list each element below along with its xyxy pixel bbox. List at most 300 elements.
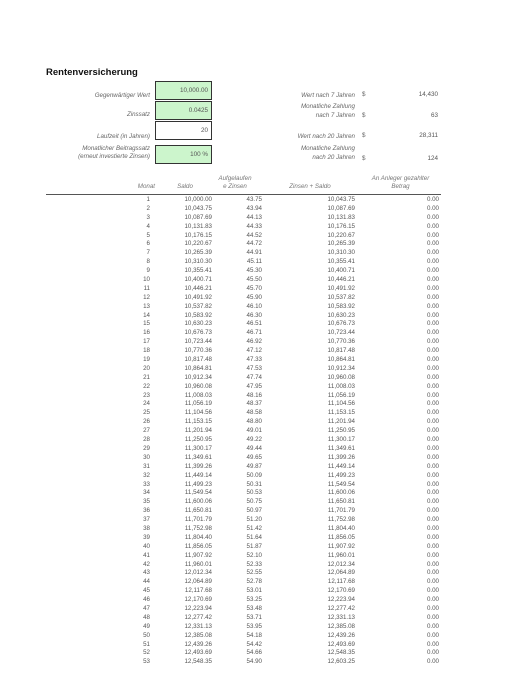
zinsen-saldo-cell: 11,600.06 [327, 489, 355, 497]
zinsen-cell: 51.87 [246, 542, 262, 550]
table-row [0, 223, 520, 232]
zinsen-cell: 54.18 [246, 631, 262, 639]
saldo-cell: 10,583.92 [184, 311, 212, 319]
table-row [0, 427, 520, 436]
monat-cell: 32 [143, 471, 150, 479]
saldo-cell: 10,087.69 [184, 213, 212, 221]
monat-cell: 31 [143, 462, 150, 470]
saldo-cell: 11,752.98 [184, 524, 212, 532]
zinsen-saldo-cell: 10,676.73 [327, 320, 355, 328]
zinsen-saldo-cell: 10,265.39 [327, 240, 355, 248]
currency-symbol: $ [362, 132, 366, 139]
zinsen-cell: 45.11 [246, 258, 262, 266]
monat-cell: 25 [143, 409, 150, 417]
zinsen-saldo-cell: 10,723.44 [327, 329, 355, 337]
table-row [0, 312, 520, 321]
table-row [0, 534, 520, 543]
table-row [0, 552, 520, 561]
anleger-cell: 0.00 [426, 542, 439, 550]
monat-cell: 23 [143, 391, 150, 399]
table-row [0, 320, 520, 329]
table-row [0, 658, 520, 667]
zinsen-cell: 54.42 [246, 640, 262, 648]
monat-cell: 39 [143, 533, 150, 541]
zinsen-saldo-cell: 11,349.61 [327, 444, 355, 452]
anleger-cell: 0.00 [426, 471, 439, 479]
header-monat: Monat [137, 183, 155, 190]
anleger-cell: 0.00 [426, 329, 439, 337]
anleger-cell: 0.00 [426, 356, 439, 364]
saldo-cell: 10,176.15 [184, 231, 212, 239]
saldo-cell: 11,056.19 [184, 400, 212, 408]
table-row [0, 409, 520, 418]
saldo-cell: 10,446.21 [184, 284, 212, 292]
table-row [0, 267, 520, 276]
table-row [0, 605, 520, 614]
wert7-value: 14,430 [418, 91, 438, 98]
saldo-cell: 12,277.42 [184, 613, 212, 621]
zinsen-saldo-cell: 10,583.92 [327, 302, 355, 310]
table-row [0, 641, 520, 650]
table-row [0, 516, 520, 525]
monat-cell: 29 [143, 444, 150, 452]
zinsen-cell: 44.33 [246, 222, 262, 230]
saldo-cell: 10,960.08 [184, 382, 212, 390]
anleger-cell: 0.00 [426, 560, 439, 568]
beitragssatz-input[interactable]: 100 % [155, 145, 212, 164]
saldo-cell: 11,153.15 [184, 418, 212, 426]
zinsen-saldo-cell: 10,355.41 [327, 258, 355, 266]
zinsen-saldo-cell: 12,277.42 [327, 604, 355, 612]
monat-cell: 2 [146, 204, 150, 212]
monat-cell: 46 [143, 596, 150, 604]
table-row [0, 569, 520, 578]
zinsen-cell: 48.58 [246, 409, 262, 417]
anleger-cell: 0.00 [426, 302, 439, 310]
table-row [0, 649, 520, 658]
zinsen-saldo-cell: 11,804.40 [327, 524, 355, 532]
table-row [0, 525, 520, 534]
zinsen-cell: 48.16 [246, 391, 262, 399]
zinsen-cell: 50.97 [246, 507, 262, 515]
monat-cell: 44 [143, 578, 150, 586]
zinsen-saldo-cell: 12,493.69 [327, 640, 355, 648]
zinsen-saldo-cell: 11,399.26 [327, 453, 355, 461]
monat-cell: 43 [143, 569, 150, 577]
header-anleger-2: Betrag [391, 183, 410, 190]
saldo-cell: 12,170.69 [184, 596, 212, 604]
saldo-cell: 11,499.23 [184, 480, 212, 488]
zinsen-cell: 46.30 [246, 311, 262, 319]
zahlung20-value: 124 [427, 155, 438, 162]
anleger-cell: 0.00 [426, 604, 439, 612]
zinsen-saldo-cell: 12,548.35 [327, 649, 355, 657]
monat-cell: 13 [143, 302, 150, 310]
zinsen-cell: 44.52 [246, 231, 262, 239]
wert20-value: 28,311 [419, 132, 438, 139]
saldo-cell: 10,630.23 [184, 320, 212, 328]
zinsen-cell: 52.33 [246, 560, 262, 568]
zinsen-saldo-cell: 10,310.30 [327, 249, 355, 257]
anleger-cell: 0.00 [426, 658, 439, 666]
monat-cell: 51 [143, 640, 150, 648]
monat-cell: 45 [143, 587, 150, 595]
table-row [0, 587, 520, 596]
saldo-cell: 10,355.41 [184, 267, 212, 275]
saldo-cell: 10,131.83 [184, 222, 212, 230]
monat-cell: 7 [146, 249, 150, 257]
gegenwaertiger-wert-label: Gegenwärtiger Wert [94, 92, 150, 99]
zinsen-cell: 50.31 [246, 480, 262, 488]
monat-cell: 16 [143, 329, 150, 337]
table-row [0, 258, 520, 267]
zinsen-saldo-cell: 12,439.26 [327, 631, 355, 639]
saldo-cell: 12,331.13 [184, 622, 212, 630]
zinsen-cell: 47.12 [246, 347, 262, 355]
monat-cell: 27 [143, 427, 150, 435]
anleger-cell: 0.00 [426, 596, 439, 604]
saldo-cell: 11,399.26 [184, 462, 212, 470]
anleger-cell: 0.00 [426, 489, 439, 497]
monat-cell: 47 [143, 604, 150, 612]
saldo-cell: 12,493.69 [184, 649, 212, 657]
monat-cell: 14 [143, 311, 150, 319]
anleger-cell: 0.00 [426, 311, 439, 319]
header-anleger-1: An Anleger gezahlter [371, 175, 430, 182]
zinsen-saldo-cell: 11,056.19 [327, 391, 355, 399]
saldo-cell: 11,201.94 [184, 427, 212, 435]
table-row [0, 205, 520, 214]
zinsen-saldo-cell: 10,220.67 [327, 231, 355, 239]
zinsen-saldo-cell: 11,856.05 [327, 533, 355, 541]
anleger-cell: 0.00 [426, 284, 439, 292]
zinsen-cell: 53.71 [246, 613, 262, 621]
table-row [0, 400, 520, 409]
saldo-cell: 12,385.08 [184, 631, 212, 639]
monat-cell: 12 [143, 293, 150, 301]
monat-cell: 19 [143, 356, 150, 364]
anleger-cell: 0.00 [426, 249, 439, 257]
zinsen-saldo-cell: 11,752.98 [327, 516, 355, 524]
anleger-cell: 0.00 [426, 436, 439, 444]
anleger-cell: 0.00 [426, 507, 439, 515]
zinsen-cell: 52.10 [246, 551, 262, 559]
zinsen-cell: 49.22 [246, 436, 262, 444]
anleger-cell: 0.00 [426, 196, 439, 203]
zinsen-cell: 47.74 [246, 373, 262, 381]
anleger-cell: 0.00 [426, 267, 439, 275]
table-row [0, 365, 520, 374]
currency-symbol: $ [362, 112, 366, 119]
monat-cell: 52 [143, 649, 150, 657]
anleger-cell: 0.00 [426, 373, 439, 381]
saldo-cell: 11,449.14 [184, 471, 212, 479]
zinsen-saldo-cell: 12,012.34 [327, 560, 355, 568]
zinsen-saldo-cell: 10,131.83 [327, 213, 355, 221]
table-row [0, 481, 520, 490]
zinsen-saldo-cell: 11,153.15 [327, 409, 355, 417]
monat-cell: 18 [143, 347, 150, 355]
zinsen-saldo-cell: 10,400.71 [327, 267, 355, 275]
zinssatz-input[interactable]: 0.0425 [155, 101, 212, 120]
zahlung20-label-1: Monatliche Zahlung [300, 145, 355, 152]
monat-cell: 20 [143, 364, 150, 372]
zinsen-cell: 45.70 [246, 284, 262, 292]
table-row [0, 249, 520, 258]
zinsen-saldo-cell: 11,201.94 [327, 418, 355, 426]
anleger-cell: 0.00 [426, 640, 439, 648]
monat-cell: 50 [143, 631, 150, 639]
zinsen-cell: 43.94 [246, 204, 262, 212]
anleger-cell: 0.00 [426, 578, 439, 586]
gegenwaertiger-wert-input[interactable]: 10,000.00 [155, 81, 212, 100]
zinsen-saldo-cell: 12,385.08 [327, 622, 355, 630]
zinsen-saldo-cell: 11,300.17 [327, 436, 355, 444]
currency-symbol: $ [362, 155, 366, 162]
monat-cell: 49 [143, 622, 150, 630]
page-title: Rentenversicherung [46, 67, 138, 78]
zinsen-saldo-cell: 10,960.08 [327, 373, 355, 381]
zinsen-cell: 45.30 [246, 267, 262, 275]
zahlung20-label-2: nach 20 Jahren [312, 154, 355, 161]
saldo-cell: 11,250.95 [184, 436, 212, 444]
anleger-cell: 0.00 [426, 338, 439, 346]
table-row [0, 329, 520, 338]
table-row [0, 489, 520, 498]
zinsen-saldo-cell: 11,650.81 [327, 498, 355, 506]
wert7-label: Wert nach 7 Jahren [301, 92, 355, 99]
saldo-cell: 10,537.82 [184, 302, 212, 310]
zinsen-saldo-cell: 12,170.69 [327, 587, 355, 595]
zinsen-cell: 44.91 [246, 249, 262, 257]
monat-cell: 35 [143, 498, 150, 506]
table-row [0, 614, 520, 623]
saldo-cell: 11,701.79 [184, 516, 212, 524]
monat-cell: 10 [143, 276, 150, 284]
monat-cell: 48 [143, 613, 150, 621]
zinsen-cell: 52.78 [246, 578, 262, 586]
zinsen-cell: 47.53 [246, 364, 262, 372]
table-row [0, 418, 520, 427]
zinsen-saldo-cell: 11,499.23 [327, 471, 355, 479]
zinsen-cell: 49.44 [246, 444, 262, 452]
zinsen-saldo-cell: 10,817.48 [327, 347, 355, 355]
zinsen-cell: 51.20 [246, 516, 262, 524]
anleger-cell: 0.00 [426, 409, 439, 417]
zinsen-saldo-cell: 12,117.68 [327, 578, 355, 586]
anleger-cell: 0.00 [426, 382, 439, 390]
zinsen-saldo-cell: 10,912.34 [327, 364, 355, 372]
zinsen-cell: 44.13 [246, 213, 262, 221]
zinsen-saldo-cell: 12,223.94 [327, 596, 355, 604]
saldo-cell: 11,907.92 [184, 551, 212, 559]
saldo-cell: 10,043.75 [184, 204, 212, 212]
anleger-cell: 0.00 [426, 364, 439, 372]
table-row [0, 623, 520, 632]
anleger-cell: 0.00 [426, 293, 439, 301]
saldo-cell: 10,912.34 [184, 373, 212, 381]
zinsen-saldo-cell: 10,770.36 [327, 338, 355, 346]
zinsen-cell: 50.09 [246, 471, 262, 479]
saldo-cell: 10,723.44 [184, 338, 212, 346]
saldo-cell: 12,548.35 [184, 658, 212, 666]
zinsen-saldo-cell: 11,250.95 [327, 427, 355, 435]
table-row [0, 632, 520, 641]
anleger-cell: 0.00 [426, 516, 439, 524]
monat-cell: 40 [143, 542, 150, 550]
table-row [0, 294, 520, 303]
zahlung7-label-1: Monatliche Zahlung [300, 103, 355, 110]
anleger-cell: 0.00 [426, 622, 439, 630]
zinsen-cell: 46.10 [246, 302, 262, 310]
saldo-cell: 10,000.00 [184, 196, 212, 203]
anleger-cell: 0.00 [426, 391, 439, 399]
zinsen-saldo-cell: 11,449.14 [327, 462, 355, 470]
anleger-cell: 0.00 [426, 453, 439, 461]
anleger-cell: 0.00 [426, 649, 439, 657]
zinssatz-label: Zinssatz [126, 111, 150, 118]
table-row [0, 445, 520, 454]
monat-cell: 9 [146, 267, 150, 275]
anleger-cell: 0.00 [426, 427, 439, 435]
zinsen-saldo-cell: 10,043.75 [327, 196, 355, 203]
anleger-cell: 0.00 [426, 533, 439, 541]
zinsen-saldo-cell: 10,087.69 [327, 204, 355, 212]
anleger-cell: 0.00 [426, 551, 439, 559]
saldo-cell: 11,349.61 [184, 453, 212, 461]
table-row [0, 338, 520, 347]
saldo-cell: 10,676.73 [184, 329, 212, 337]
monat-cell: 24 [143, 400, 150, 408]
saldo-cell: 12,439.26 [184, 640, 212, 648]
saldo-cell: 11,650.81 [184, 507, 212, 515]
laufzeit-input[interactable]: 20 [155, 121, 212, 140]
zinsen-cell: 48.80 [246, 418, 262, 426]
zinsen-cell: 45.50 [246, 276, 262, 284]
header-zinsen-1: Aufgelaufen [218, 175, 252, 182]
zinsen-cell: 49.65 [246, 453, 262, 461]
saldo-cell: 11,549.54 [184, 489, 212, 497]
zinsen-saldo-cell: 10,491.92 [327, 284, 355, 292]
zinsen-saldo-cell: 11,104.56 [327, 400, 355, 408]
zinsen-cell: 54.90 [246, 658, 262, 666]
zinsen-cell: 45.90 [246, 293, 262, 301]
zinsen-saldo-cell: 11,549.54 [327, 480, 355, 488]
saldo-cell: 10,310.30 [184, 258, 212, 266]
table-row [0, 561, 520, 570]
table-row [0, 214, 520, 223]
anleger-cell: 0.00 [426, 231, 439, 239]
anleger-cell: 0.00 [426, 462, 439, 470]
table-row [0, 276, 520, 285]
anleger-cell: 0.00 [426, 444, 439, 452]
saldo-cell: 11,300.17 [184, 444, 212, 452]
saldo-cell: 11,104.56 [184, 409, 212, 417]
laufzeit-label: Laufzeit (in Jahren) [97, 133, 150, 140]
zinsen-saldo-cell: 11,960.01 [327, 551, 355, 559]
zinsen-saldo-cell: 12,603.25 [327, 658, 355, 666]
monat-cell: 53 [143, 658, 150, 666]
zahlung7-value: 63 [430, 112, 438, 119]
monat-cell: 1 [146, 196, 150, 203]
zinsen-cell: 43.75 [246, 196, 262, 203]
table-row [0, 472, 520, 481]
wert20-label: Wert nach 20 Jahren [297, 133, 355, 140]
header-saldo: Saldo [177, 183, 193, 190]
table-row [0, 196, 520, 205]
zinsen-saldo-cell: 10,537.82 [327, 293, 355, 301]
monat-cell: 41 [143, 551, 150, 559]
zinsen-saldo-cell: 10,446.21 [327, 276, 355, 284]
monat-cell: 15 [143, 320, 150, 328]
saldo-cell: 11,008.03 [184, 391, 212, 399]
monat-cell: 8 [146, 258, 150, 266]
beitragssatz-label-2: (erneut investierte Zinsen) [78, 153, 150, 160]
zinsen-cell: 46.71 [246, 329, 262, 337]
table-row [0, 454, 520, 463]
monat-cell: 36 [143, 507, 150, 515]
monat-cell: 11 [143, 284, 150, 292]
anleger-cell: 0.00 [426, 213, 439, 221]
anleger-cell: 0.00 [426, 400, 439, 408]
zinsen-cell: 50.75 [246, 498, 262, 506]
zinsen-cell: 46.51 [246, 320, 262, 328]
zinsen-saldo-cell: 12,064.89 [327, 569, 355, 577]
monat-cell: 30 [143, 453, 150, 461]
table-row [0, 507, 520, 516]
table-row [0, 303, 520, 312]
zinsen-cell: 48.37 [246, 400, 262, 408]
currency-symbol: $ [362, 91, 366, 98]
saldo-cell: 11,856.05 [184, 542, 212, 550]
anleger-cell: 0.00 [426, 569, 439, 577]
table-row [0, 596, 520, 605]
anleger-cell: 0.00 [426, 524, 439, 532]
table-row [0, 463, 520, 472]
zinsen-cell: 54.66 [246, 649, 262, 657]
monat-cell: 33 [143, 480, 150, 488]
header-zinsen-saldo: Zinsen + Saldo [289, 183, 331, 190]
anleger-cell: 0.00 [426, 204, 439, 212]
amortization-table [0, 196, 520, 667]
table-row [0, 436, 520, 445]
anleger-cell: 0.00 [426, 276, 439, 284]
zinsen-cell: 53.48 [246, 604, 262, 612]
saldo-cell: 10,770.36 [184, 347, 212, 355]
anleger-cell: 0.00 [426, 320, 439, 328]
monat-cell: 3 [146, 213, 150, 221]
zinsen-cell: 46.92 [246, 338, 262, 346]
zinsen-cell: 50.53 [246, 489, 262, 497]
monat-cell: 42 [143, 560, 150, 568]
anleger-cell: 0.00 [426, 480, 439, 488]
table-row [0, 240, 520, 249]
anleger-cell: 0.00 [426, 613, 439, 621]
zinsen-saldo-cell: 12,331.13 [327, 613, 355, 621]
zinsen-saldo-cell: 11,907.92 [327, 542, 355, 550]
zinsen-cell: 49.87 [246, 462, 262, 470]
header-divider [46, 194, 441, 195]
table-row [0, 285, 520, 294]
table-row [0, 498, 520, 507]
table-row [0, 543, 520, 552]
monat-cell: 6 [146, 240, 150, 248]
zinsen-cell: 53.01 [246, 587, 262, 595]
zinsen-cell: 52.55 [246, 569, 262, 577]
anleger-cell: 0.00 [426, 631, 439, 639]
table-row [0, 578, 520, 587]
zinsen-saldo-cell: 10,176.15 [327, 222, 355, 230]
